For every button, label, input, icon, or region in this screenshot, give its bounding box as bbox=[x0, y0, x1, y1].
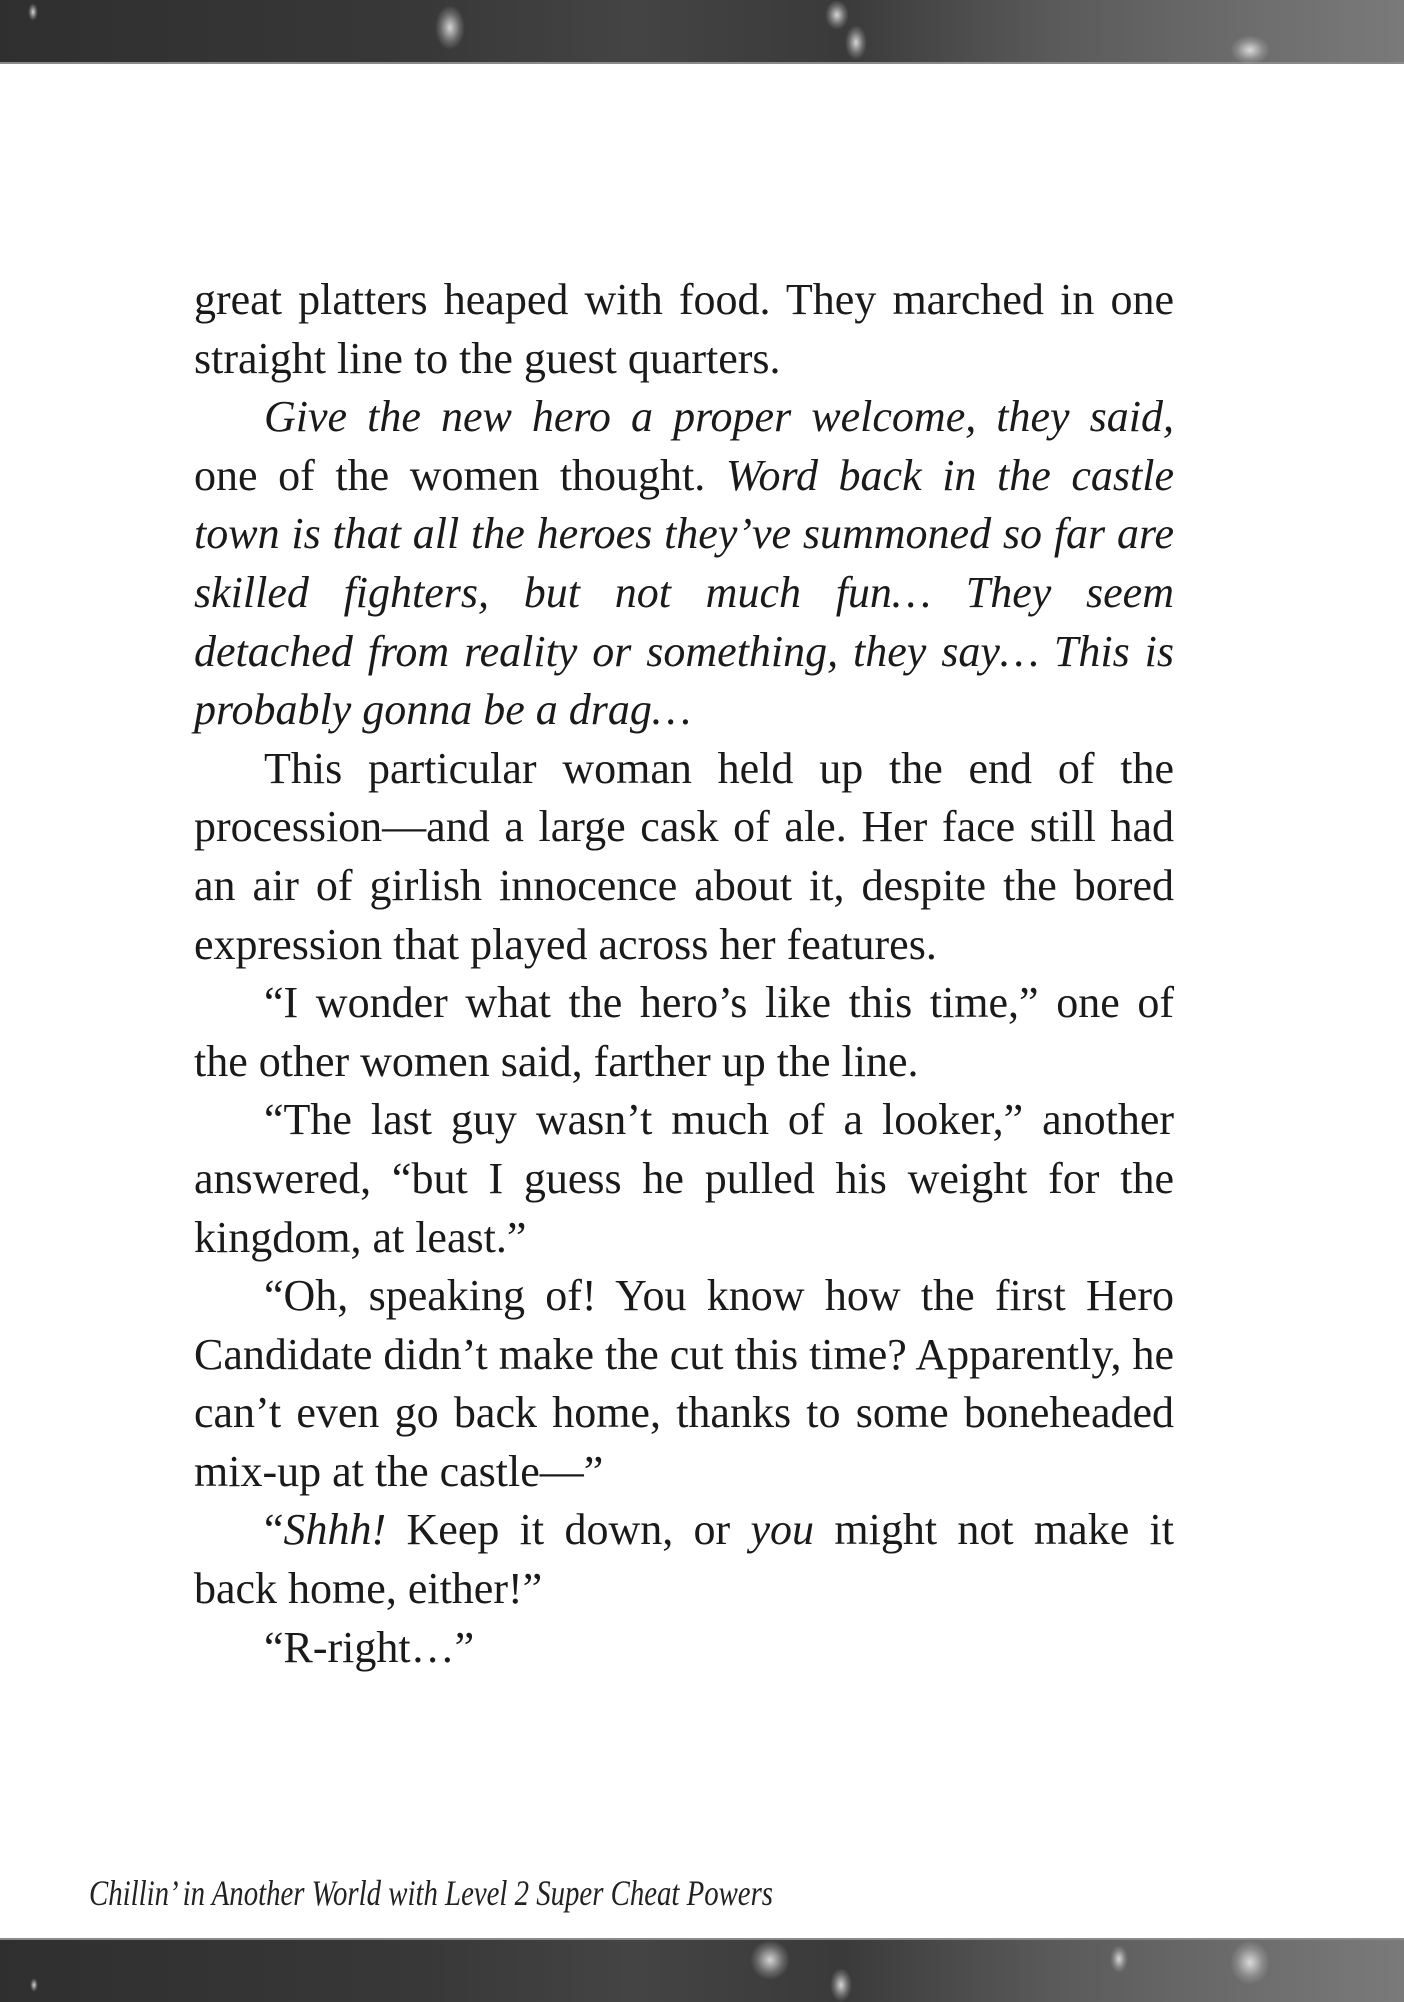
text-segment: Keep it down, or bbox=[386, 1505, 751, 1555]
paragraph bbox=[194, 1267, 1174, 1501]
italic-text-segment: Shhh! bbox=[283, 1505, 387, 1555]
italic-text-segment: Word back in the castle town is that all the heroes they’ve summoned so far are skilled fighters, but not much fun… They seem detached from reality or something, they say… This is probably gonna be a drag… bbox=[194, 450, 1174, 735]
page-body-text bbox=[194, 271, 1174, 1677]
paragraph bbox=[194, 740, 1174, 974]
paragraph bbox=[194, 1619, 1174, 1678]
bottom-decorative-band bbox=[0, 1938, 1404, 2002]
text-segment: “ bbox=[264, 1505, 284, 1555]
paragraph bbox=[194, 974, 1174, 1091]
text-segment: might not make it back home, either!” bbox=[194, 1505, 1174, 1614]
paragraph bbox=[194, 1091, 1174, 1267]
text-segment: This particular woman held up the end of the procession—and a large cask of ale. Her face still had an air of girlish innocence about it, despite the bored expression that played across her features. bbox=[194, 743, 1174, 969]
text-segment: “I wonder what the hero’s like this time,” one of the other women said, farther up the line. bbox=[194, 978, 1174, 1086]
text-segment: “R-right…” bbox=[264, 1622, 475, 1672]
top-decorative-band bbox=[0, 0, 1404, 64]
italic-text-segment: Give the new hero a proper welcome, they said, bbox=[264, 392, 1174, 442]
paragraph bbox=[194, 271, 1174, 388]
text-segment: “The last guy wasn’t much of a looker,” another answered, “but I guess he pulled his weight for the kingdom, at least.” bbox=[194, 1095, 1174, 1262]
running-footer-book-title: Chillin’ in Another World with Level 2 Super Cheat Powers bbox=[89, 1873, 773, 1913]
paragraph bbox=[194, 388, 1174, 740]
text-segment: “Oh, speaking of! You know how the first Hero Candidate didn’t make the cut this time? Apparently, he can’t even go back home, thanks to some boneheaded mix-up at the castle—” bbox=[194, 1271, 1174, 1496]
italic-text-segment: you bbox=[750, 1505, 815, 1555]
text-segment: one of the women thought. bbox=[194, 450, 726, 500]
text-segment: great platters heaped with food. They marched in one straight line to the guest quarters. bbox=[194, 275, 1174, 383]
paragraph bbox=[194, 1501, 1174, 1618]
